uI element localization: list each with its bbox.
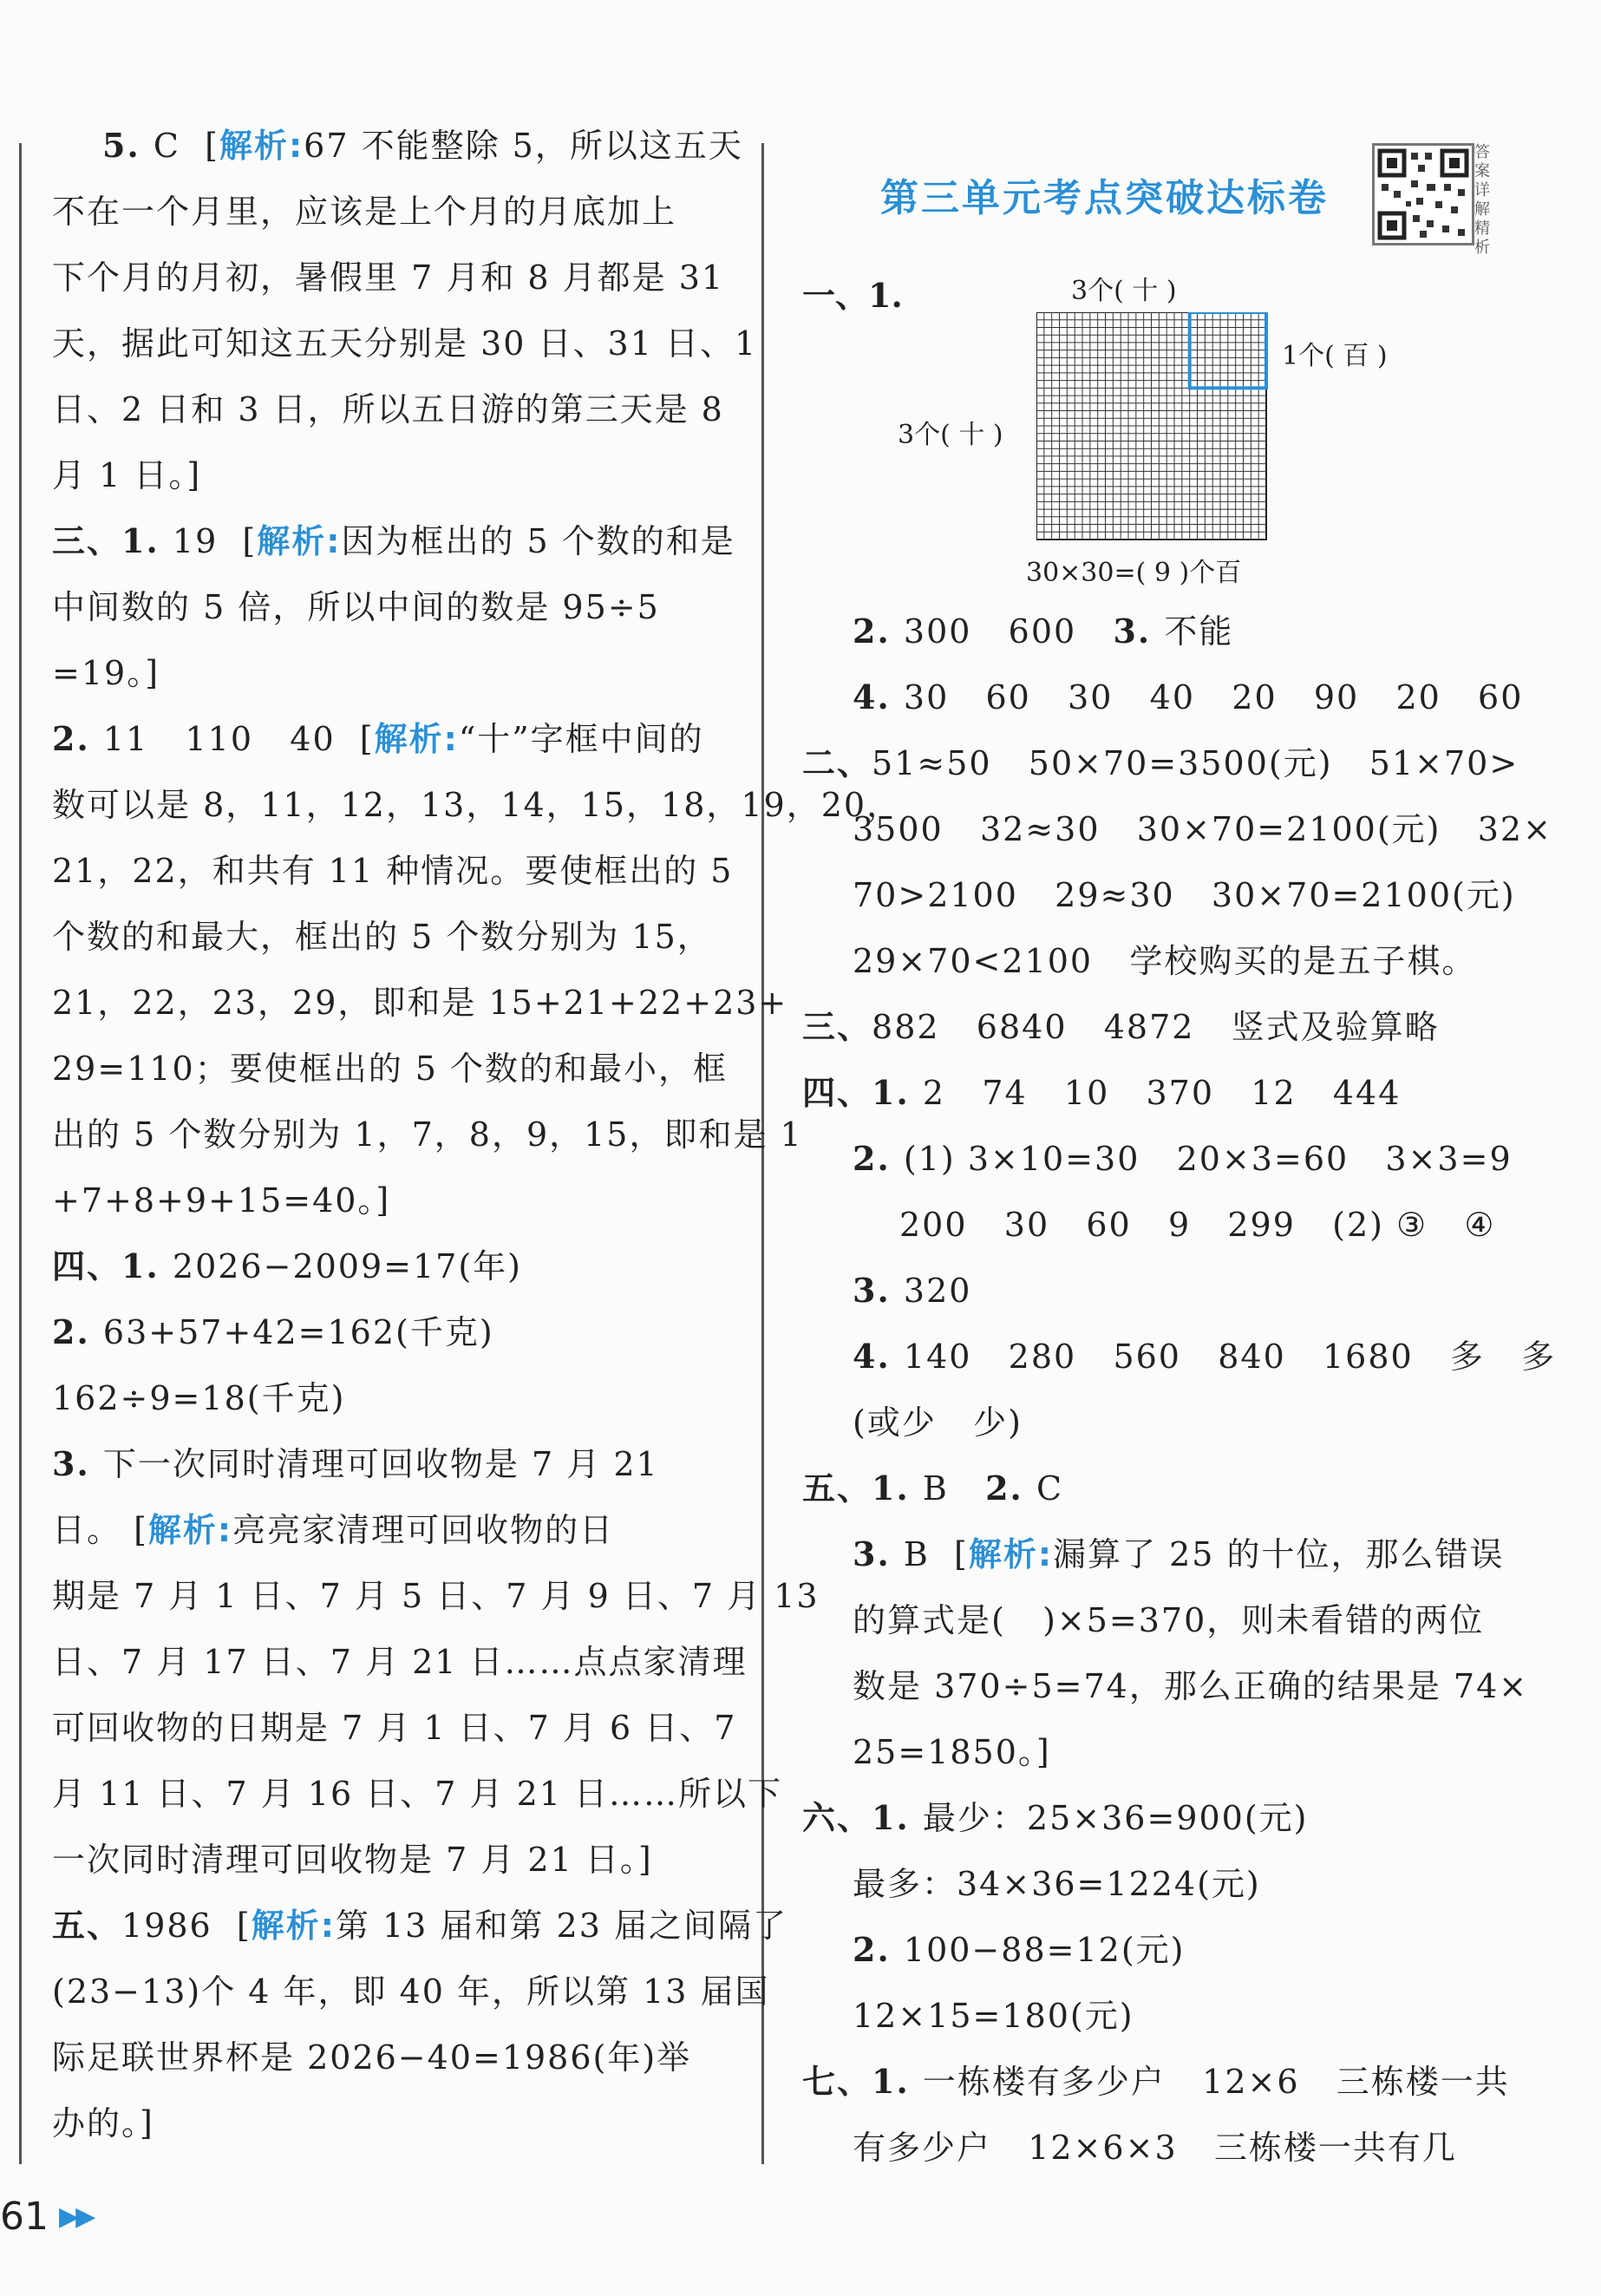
answer-text: 因为框出的 5 个数的和是 [341,522,735,560]
answer-line [52,1102,803,1168]
answer-text: 期是 7 月 1 日、7 月 5 日、7 月 9 日、7 月 13 [52,1577,820,1615]
answer-text: 月 1 日。] [52,456,202,494]
answer-line [802,2115,1496,2181]
answer-text: (1) 3×10=30 20×3=60 3×3=9 [903,1140,1513,1178]
answer-line [52,1695,746,1761]
answer-text: =19。] [52,654,160,692]
question-number: 2. [853,1930,904,1969]
answer-text: 51≈50 50×70=3500(元) 51×70> [872,744,1519,782]
answer-line [802,1126,1513,1192]
answer-line [52,838,746,904]
analysis-label: 解析: [147,1511,233,1549]
answer-line [802,664,1524,730]
question-number: 3. [52,1444,103,1483]
answer-line [52,1233,746,1299]
answer-line [52,1365,746,1431]
analysis-label: 解析: [374,720,459,758]
answer-line [802,1258,1496,1324]
answer-text: (或少 少) [853,1403,1023,1442]
qr-code-icon[interactable] [1372,143,1474,245]
answer-line [52,1893,787,1959]
analysis-label: 解析: [219,127,304,165]
answer-text: 最多：34×36=1224(元) [853,1865,1261,1903]
answer-text: 21，22，和共有 11 种情况。要使框出的 5 [52,852,734,890]
analysis-label: 解析: [968,1535,1054,1573]
answer-text: C [1036,1469,1064,1508]
answer-text: 中间数的 5 倍，所以中间的数是 95÷5 [52,588,660,626]
answer-text: 有多少户 12×6×3 三栋楼一共有几 [853,2129,1457,2167]
answer-text: 第 13 届和第 23 届之间隔了 [335,1907,787,1945]
answer-text: 320 [903,1272,972,1310]
question-number: 七、1. [802,2062,923,2101]
answer-text: 的算式是( )×5=370，则未看错的两位 [853,1601,1485,1639]
answer-text: 一栋楼有多少户 12×6 三栋楼一共 [922,2063,1510,2101]
left-margin-line [19,143,22,2164]
answer-text: 63+57+42=162(千克) [102,1313,494,1351]
grid-left-label: 3个( 十 ) [898,420,1003,450]
answer-text: 不在一个月里，应该是上个月的月底加上 [52,193,677,231]
answer-line [802,1719,1496,1785]
answer-text: 300 600 [903,612,1114,651]
answer-line [802,1917,1496,1983]
answer-text: +7+8+9+15=40。] [52,1181,391,1220]
question-number: 4. [853,677,904,716]
answer-text: 下一次同时清理可回收物是 7 月 21 [102,1445,659,1483]
answer-text: 天，据此可知这五天分别是 30 日、31 日、1 [52,324,758,363]
answer-text: 29=110；要使框出的 5 个数的和最小，框 [52,1050,729,1088]
arrow-icon: ▶▶ [59,2201,93,2232]
answer-text: 个数的和最大，框出的 5 个数分别为 15， [52,918,712,956]
answer-line [802,1390,1496,1455]
answer-line [802,1983,1496,2049]
answer-line [52,772,902,838]
answer-text: 882 6840 4872 竖式及验算略 [872,1008,1440,1046]
section-title: 第三单元考点突破达标卷 [880,176,1329,220]
answer-line [52,1431,746,1497]
answer-text: 一次同时清理可回收物是 7 月 21 日。] [52,1841,653,1879]
answer-line [52,1761,783,1827]
answer-line [52,640,746,706]
answer-line [52,706,746,772]
analysis-label: 解析: [257,522,342,560]
answer-line [52,311,758,376]
answer-text: 不能 [1164,612,1234,651]
answer-line [52,245,746,311]
column-divider [761,143,764,2164]
answer-line [52,2090,746,2156]
question-number: 五、1. [802,1469,923,1508]
answer-line [52,970,788,1036]
question-number: 2. [52,719,103,758]
answer-text: 出的 5 个数分别为 1，7，8，9，15，即和是 1 [52,1115,803,1154]
question-number: 四、1. [52,1246,173,1285]
question-number: 四、1. [802,1073,923,1112]
question-label: 一、1. [802,276,903,315]
answer-line [802,1060,1496,1126]
grid-right-label: 1个( 百 ) [1282,341,1388,371]
answer-text: “十”字框中间的 [458,720,704,758]
answer-line [52,2025,746,2090]
answer-line [802,1521,1505,1587]
answer-text: 67 不能整除 5，所以这五天 [304,127,743,165]
answer-text: 200 30 60 9 299 (2) ③ ④ [899,1206,1496,1244]
answer-line [802,730,1519,796]
answer-line [52,442,746,508]
answer-text: 月 11 日、7 月 16 日、7 月 21 日……所以下 [52,1775,783,1813]
answer-text: 100−88=12(元) [903,1931,1186,1969]
answer-text: 际足联世界杯是 2026−40=1986(年)举 [52,2038,692,2077]
right-column [802,599,1557,2181]
answer-text: 办的。] [52,2104,154,2142]
answer-text: 19 [ [172,522,258,560]
answer-text: 日、7 月 17 日、7 月 21 日……点点家清理 [52,1643,748,1681]
answer-line [802,862,1516,928]
answer-text: 140 280 560 840 1680 多 多 [903,1338,1557,1376]
answer-line [52,179,746,245]
answer-text: 日、2 日和 3 日，所以五日游的第三天是 8 [52,390,724,428]
answer-line [52,1036,746,1102]
answer-line [802,599,1496,664]
answer-line [802,1653,1529,1719]
answer-text: 30 60 30 40 20 90 20 60 [903,678,1524,716]
answer-text: 下个月的月初，暑假里 7 月和 8 月都是 31 [52,258,725,297]
answer-text: (23−13)个 4 年，即 40 年，所以第 13 届国 [52,1972,770,2011]
answer-text: 1986 [ [121,1907,252,1945]
question-number: 六、1. [802,1798,923,1837]
answer-line [802,928,1496,994]
answer-text: 数可以是 8，11，12，13，14，15，18，19，20， [52,786,902,824]
hundred-grid [1036,312,1279,542]
question-number: 2. [853,1139,904,1178]
answer-line [52,1827,746,1893]
answer-text: 12×15=180(元) [853,1997,1134,2035]
answer-line [802,1324,1557,1390]
page-number: 61 [0,2195,49,2239]
question-number: 三、 [802,1007,872,1046]
qr-caption: 答案详解精析 [1474,143,1490,257]
answer-line [802,1455,1496,1521]
answer-text: 162÷9=18(千克) [52,1379,346,1417]
question-number: 2. [853,612,904,651]
answer-text: B [ [903,1535,969,1573]
answer-line [802,796,1552,862]
analysis-label: 解析: [251,1907,336,1945]
answer-line [802,1192,1496,1258]
question-number: 2. [52,1312,103,1351]
answer-line [52,1959,770,2025]
question-number: 2. [985,1469,1036,1508]
answer-text: 11 110 40 [ [102,720,375,758]
answer-text: 2 74 10 370 12 444 [922,1074,1402,1112]
question-number: 5. [102,126,154,165]
answer-line [802,1785,1496,1851]
question-number: 二、 [802,743,872,782]
answer-line [52,904,746,970]
answer-text: 日。 [ [52,1511,148,1549]
answer-line [802,994,1496,1060]
answer-line [802,1851,1496,1917]
answer-text: 29×70<2100 学校购买的是五子棋。 [853,942,1477,980]
answer-line [52,1497,746,1563]
answer-line [52,508,746,574]
answer-line [52,376,746,442]
answer-line [52,1299,746,1365]
answer-text: 21，22，23，29，即和是 15+21+22+23+ [52,984,788,1022]
grid-bottom-label: 30×30=( 9 )个百 [1026,558,1242,588]
answer-text: 70>2100 29≈30 30×70=2100(元) [853,876,1516,914]
question-number: 三、1. [52,521,173,560]
answer-line [802,1587,1496,1653]
answer-text: 最少：25×36=900(元) [922,1799,1309,1837]
answer-text: 2026−2009=17(年) [172,1247,523,1285]
answer-text: 可回收物的日期是 7 月 1 日、7 月 6 日、7 [52,1709,737,1747]
question-number: 4. [853,1337,904,1376]
question-number: 3. [853,1271,904,1310]
answer-text: 漏算了 25 的十位，那么错误 [1053,1535,1505,1573]
question-number: 3. [1113,612,1165,651]
answer-text: 数是 370÷5=74，那么正确的结果是 74× [853,1667,1529,1705]
answer-text: 25=1850。] [853,1733,1051,1771]
answer-line [52,574,746,640]
question-number: 五、 [52,1906,122,1945]
answer-text: 3500 32≈30 30×70=2100(元) 32× [853,810,1552,848]
answer-text: C [ [153,127,219,165]
answer-line [802,2049,1510,2115]
answer-line [52,1563,820,1629]
answer-text: 亮亮家清理可回收物的日 [232,1511,615,1549]
question-number: 3. [853,1534,904,1573]
answer-line [52,1168,746,1233]
grid-top-label: 3个( 十 ) [1071,276,1177,306]
answer-line [52,113,746,179]
answer-text: B [922,1469,986,1508]
answer-line [52,1629,746,1695]
